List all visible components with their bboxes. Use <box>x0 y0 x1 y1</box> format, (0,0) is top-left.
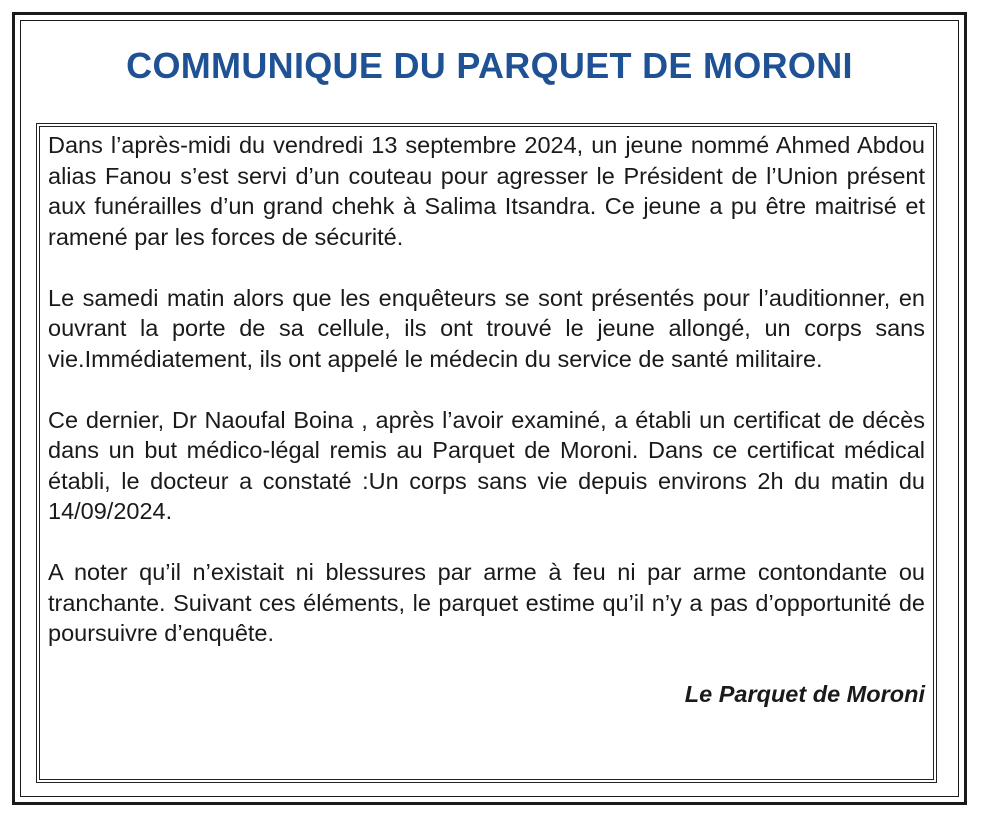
page-title: COMMUNIQUE DU PARQUET DE MORONI <box>126 45 853 86</box>
paragraph-incident: Dans l’après-midi du vendredi 13 septembre 2024, un jeune nommé Ahmed Abdou alias Fanou s’est servi d’un couteau pour agresser le Président de l’Union présent aux funérailles d’un grand chehk à Salima Itsandra. Ce jeune a pu être maitrisé et ramené par les forces de sécurité. <box>48 132 925 250</box>
paragraph-discovery: Le samedi matin alors que les enquêteurs se sont présentés pour l’auditionner, en ouvrant la porte de sa cellule, ils ont trouvé le jeune allongé, un corps sans vie.Immédiatement, ils ont appelé le médecin du service de santé militaire. <box>48 284 925 372</box>
paragraph-conclusion: A noter qu’il n’existait ni blessures par arme à feu ni par arme contondante ou tranchante. Suivant ces éléments, le parquet estime qu’il n’y a pas d’opportunité de poursuivre d’enquête. <box>48 559 925 646</box>
communique-body <box>48 130 925 710</box>
signature: Le Parquet de Moroni <box>684 681 925 707</box>
paragraph-medical-certificate: Ce dernier, Dr Naoufal Boina , après l’avoir examiné, a établi un certificat de décès dans un but médico-légal remis au Parquet de Moroni. Dans ce certificat médical établi, le docteur a constaté :Un corps sans vie depuis environs 2h du matin du 14/09/2024. <box>48 406 925 524</box>
